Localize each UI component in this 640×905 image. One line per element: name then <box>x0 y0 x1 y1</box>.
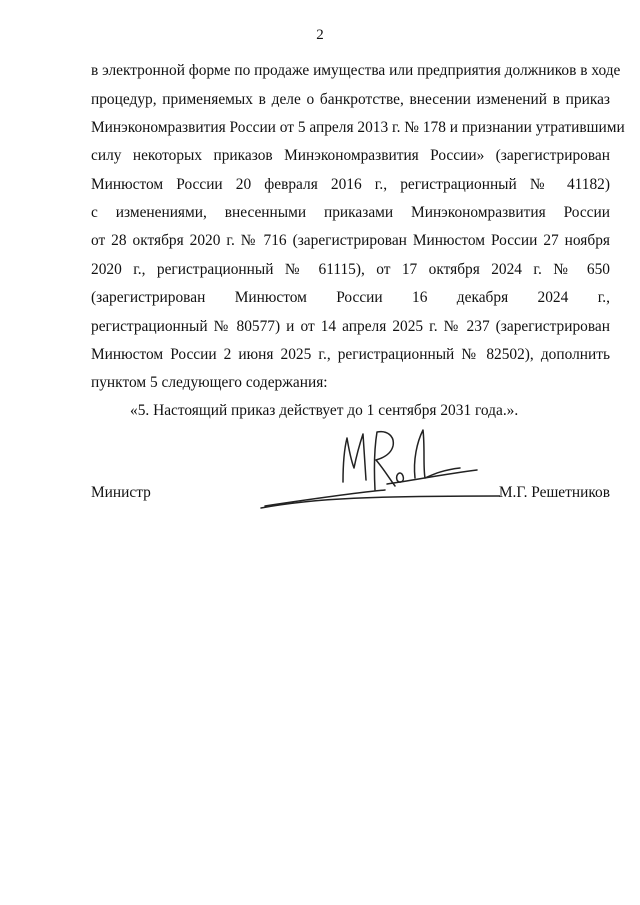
quoted-clause: «5. Настоящий приказ действует до 1 сентября 2031 года.». <box>130 402 519 419</box>
body-line: от 28 октября 2020 г. № 716 (зарегистрирован Минюстом России 27 ноября <box>91 232 610 249</box>
position-label: Министр <box>91 484 151 501</box>
handwritten-signature <box>255 420 500 515</box>
body-line: процедур, применяемых в деле о банкротстве, внесении изменений в приказ <box>91 91 610 108</box>
body-line: (зарегистрирован Минюстом России 16 декабря 2024 г., <box>91 289 610 306</box>
body-line: в электронной форме по продаже имущества или предприятия должников в ходе <box>91 62 621 79</box>
page-number: 2 <box>316 27 324 43</box>
signer-name: М.Г. Решетников <box>498 484 610 501</box>
body-line: 2020 г., регистрационный № 61115), от 17 октября 2024 г. № 650 <box>91 261 610 278</box>
body-line: Минэкономразвития России от 5 апреля 2013 г. № 178 и признании утратившими <box>91 119 625 136</box>
body-line: силу некоторых приказов Минэкономразвития России» (зарегистрирован <box>91 147 610 164</box>
body-line: регистрационный № 80577) и от 14 апреля 2025 г. № 237 (зарегистрирован <box>91 318 610 335</box>
body-line: Минюстом России 2 июня 2025 г., регистрационный № 82502), дополнить <box>91 346 610 363</box>
body-line: Минюстом России 20 февраля 2016 г., регистрационный № 41182) <box>91 176 610 193</box>
body-line: с изменениями, внесенными приказами Минэкономразвития России <box>91 204 610 221</box>
body-line: пунктом 5 следующего содержания: <box>91 374 328 391</box>
